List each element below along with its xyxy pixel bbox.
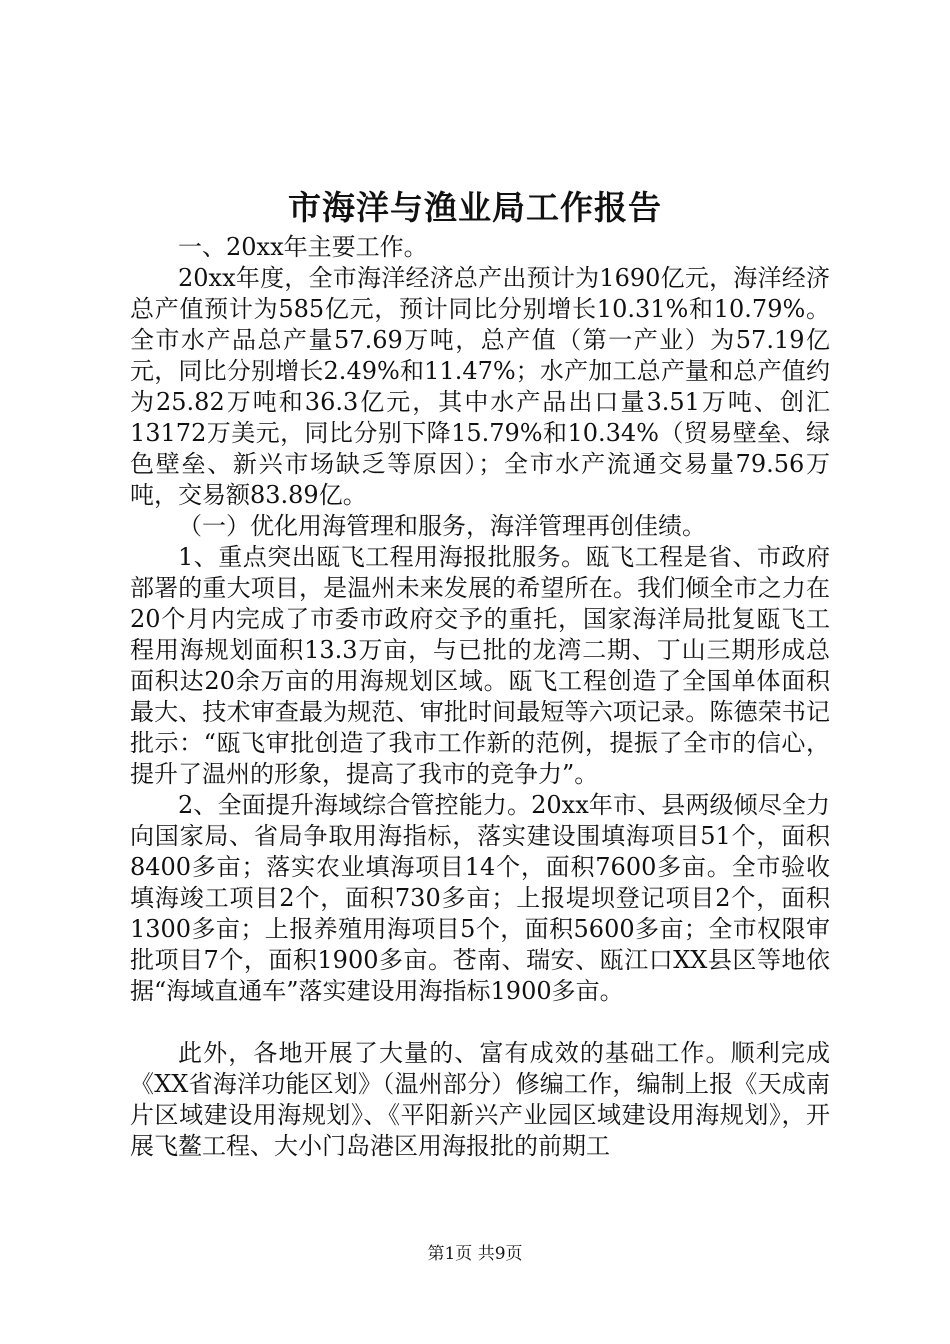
document-body — [130, 232, 830, 1162]
paragraph-basic-work: 此外，各地开展了大量的、富有成效的基础工作。顺利完成《XX省海洋功能区划》（温州部分）修编工作，编制上报《天成南片区域建设用海规划》、《平阳新兴产业园区域建设用海规划》，开展飞鳌工程、大小门岛港区用海报批的前期工 — [130, 1039, 830, 1160]
subsection-heading: （一）优化用海管理和服务，海洋管理再创佳绩。 — [178, 512, 706, 540]
section-heading: 一、20xx年主要工作。 — [178, 233, 428, 261]
page-number-footer: 第1页 共9页 — [427, 1244, 523, 1264]
paragraph-oufei-project: 1、重点突出瓯飞工程用海报批服务。瓯飞工程是省、市政府部署的重大项目，是温州未来发展的希望所在。我们倾全市之力在20个月内完成了市委市政府交予的重托，国家海洋局批复瓯飞工程用海规划面积13.3万亩，与已批的龙湾二期、丁山三期形成总面积达20余万亩的用海规划区域。瓯飞工程创造了全国单体面积最大、技术审查最为规范、审批时间最短等六项记录。陈德荣书记批示：“瓯飞审批创造了我市工作新的范例，提振了全市的信心，提升了温州的形象，提高了我市的竞争力”。 — [130, 543, 830, 788]
document-title: 市海洋与渔业局工作报告 — [288, 188, 662, 227]
paragraph-sea-control: 2、全面提升海域综合管控能力。20xx年市、县两级倾尽全力向国家局、省局争取用海指标，落实建设围填海项目51个，面积8400多亩；落实农业填海项目14个，面积7600多亩。全市验收填海竣工项目2个，面积730多亩；上报堤坝登记项目2个，面积1300多亩；上报养殖用海项目5个，面积5600多亩；全市权限审批项目7个，面积1900多亩。苍南、瑞安、瓯江口XX县区等地依据“海域直通车”落实建设用海指标1900多亩。 — [130, 791, 830, 1005]
paragraph-economy-summary: 20xx年度，全市海洋经济总产出预计为1690亿元，海洋经济总产值预计为585亿元，预计同比分别增长10.31%和10.79%。全市水产品总产量57.69万吨，总产值（第一产业）为57.19亿元，同比分别增长2.49%和11.47%；水产加工总产量和总产值约为25.82万吨和36.3亿元，其中水产品出口量3.51万吨、创汇13172万美元，同比分别下降15.79%和10.34%（贸易壁垒、绿色壁垒、新兴市场缺乏等原因）；全市水产流通交易量79.56万吨，交易额83.89亿。 — [130, 264, 830, 509]
